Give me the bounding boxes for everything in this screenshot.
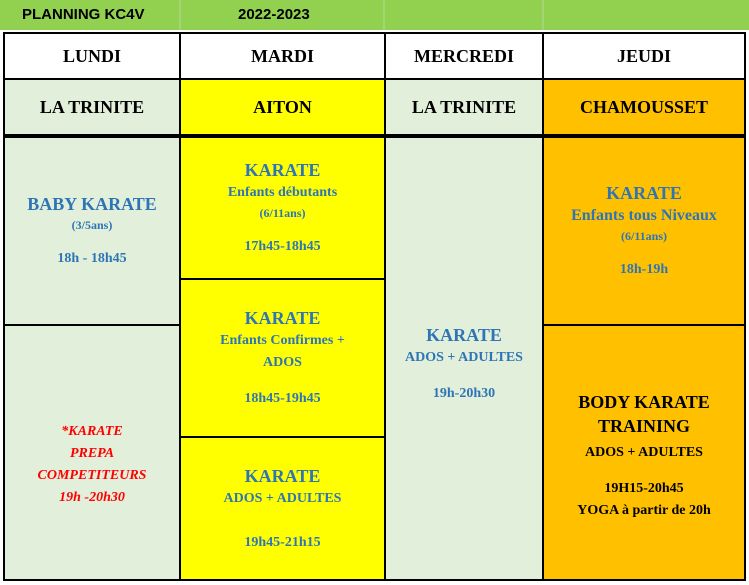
class-level: ADOS + ADULTES [585,444,703,460]
class-karate-ados-adultes-mercredi [386,138,542,579]
class-level: ADOS + ADULTES [223,490,342,506]
day-label: JEUDI [616,45,671,66]
class-time: 18h - 18h45 [57,251,127,266]
class-title: KARATE [244,465,321,486]
class-karate-tous-niveaux [544,138,744,324]
class-note: YOGA à partir de 20h [577,502,711,518]
schedule-table [3,32,746,581]
class-title: PREPA [69,445,115,461]
location-mercredi [386,80,542,134]
class-prepa-competiteurs [5,326,179,579]
title-bar [0,0,749,30]
class-time: 19h -20h30 [59,489,125,505]
class-baby-karate [5,138,179,324]
class-level: Enfants Confirmes + [220,333,345,348]
location-label: AITON [253,96,312,117]
day-label: MARDI [251,45,314,66]
class-title: *KARATE [61,423,123,439]
planning-title: PLANNING KC4V [22,6,145,23]
class-time: 17h45-18h45 [244,239,321,254]
class-title: BODY KARATE [578,391,710,412]
class-title: TRAINING [597,415,690,436]
class-time: 19H15-20h45 [604,480,684,496]
location-label: CHAMOUSSET [579,96,709,117]
location-jeudi [544,80,744,134]
day-label: MERCREDI [413,45,514,66]
header-lundi [5,34,179,78]
class-time: 18h-19h [619,262,669,277]
header-mercredi [386,34,542,78]
class-title: BABY KARATE [27,194,157,214]
class-time: 18h45-19h45 [244,391,321,406]
class-level: Enfants débutants [227,185,338,200]
class-body-karate [544,326,744,579]
class-age: (6/11ans) [259,206,306,220]
header-mardi [181,34,384,78]
class-age: (3/5ans) [71,218,113,232]
class-karate-debutants [181,138,384,278]
header-jeudi [544,34,744,78]
class-level: ADOS [263,355,302,370]
location-lundi [5,80,179,134]
class-level: Enfants tous Niveaux [571,207,717,224]
class-karate-confirmes [181,280,384,436]
class-karate-ados-adultes-mardi [181,438,384,579]
season-label: 2022-2023 [238,6,310,23]
class-age: (6/11ans) [620,229,667,243]
location-label: LA TRINITE [39,96,145,117]
class-time: 19h-20h30 [432,385,496,401]
class-title: KARATE [244,308,321,328]
class-title: KARATE [426,324,502,345]
day-label: LUNDI [62,45,121,66]
class-level: ADOS + ADULTES [405,349,523,365]
class-time: 19h45-21h15 [244,534,321,550]
class-title: KARATE [244,160,321,180]
class-title: KARATE [606,183,682,203]
location-mardi [181,80,384,134]
class-title: COMPETITEURS [37,467,147,483]
location-label: LA TRINITE [411,96,517,117]
